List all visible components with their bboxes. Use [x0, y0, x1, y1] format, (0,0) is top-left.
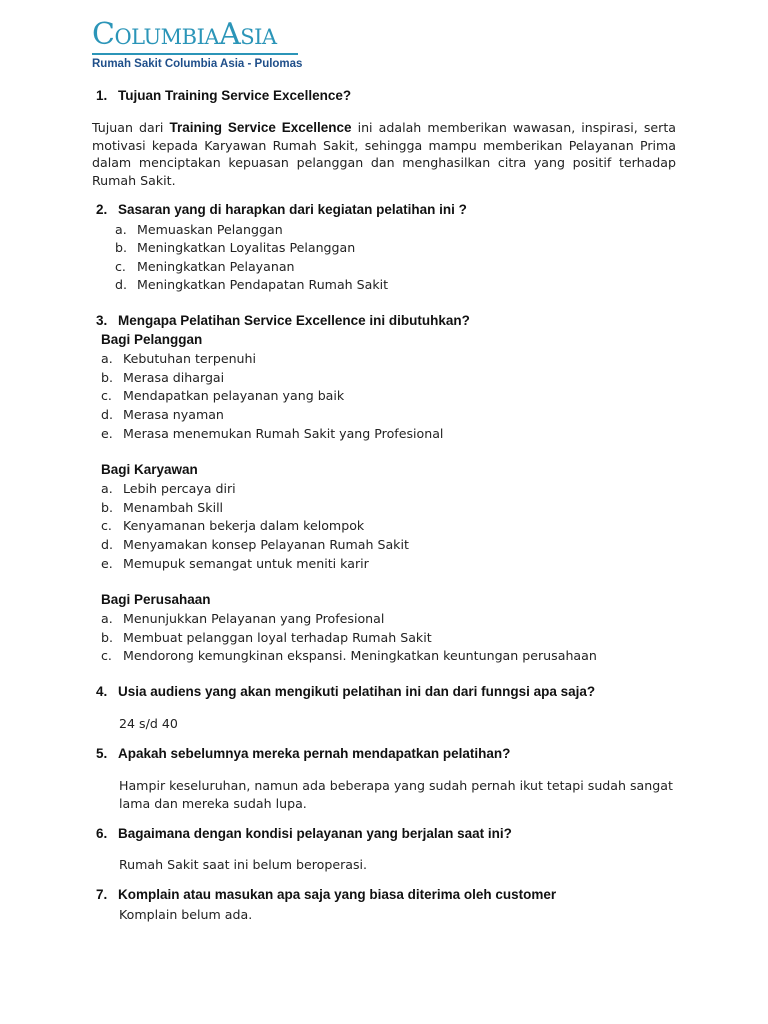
answer-5: Hampir keseluruhan, namun ada beberapa yang sudah pernah ikut tetapi sudah sangat lama dan mereka sudah lupa.	[119, 778, 673, 811]
question-1: 1. Tujuan Training Service Excellence?	[96, 88, 352, 103]
question-6: 6. Bagaimana dengan kondisi pelayanan yang berjalan saat ini?	[96, 826, 512, 841]
question-2: 2. Sasaran yang di harapkan dari kegiatan pelatihan ini ?	[96, 202, 467, 217]
list-item: c. Mendapatkan pelayanan yang baik	[101, 388, 345, 403]
columbia-asia-logo	[92, 17, 303, 70]
answer-6: Rumah Sakit saat ini belum beroperasi.	[119, 857, 368, 872]
list-item: a. Kebutuhan terpenuhi	[101, 351, 257, 366]
logo-subtitle: Rumah Sakit Columbia Asia - Pulomas	[92, 58, 303, 70]
answer-paragraph-1: Tujuan dari Training Service Excellence ini adalah memberikan wawasan, inspirasi, serta motivasi kepada Karyawan Rumah Sakit, sehingga mampu memberikan Pelayanan Prima dalam menciptakan kepuasan pelanggan dan menghasilkan citra yang positif terhadap Rumah Sakit.	[92, 120, 676, 188]
answer-7: Komplain belum ada.	[119, 907, 253, 922]
question-3: 3. Mengapa Pelatihan Service Excellence ini dibutuhkan?	[96, 313, 470, 328]
group-heading-pelanggan: Bagi Pelanggan	[101, 332, 203, 347]
logo-wordmark: COLUMBIAASIA	[92, 17, 277, 52]
list-item: c. Kenyamanan bekerja dalam kelompok	[101, 518, 365, 533]
logo-word-asia: A	[219, 17, 241, 52]
list-item: d. Merasa nyaman	[101, 407, 224, 422]
question-5: 5. Apakah sebelumnya mereka pernah mendapatkan pelatihan?	[96, 746, 511, 761]
question-4: 4. Usia audiens yang akan mengikuti pelatihan ini dan dari funngsi apa saja?	[96, 684, 596, 699]
answer-4: 24 s/d 40	[119, 716, 178, 731]
list-item: b. Merasa dihargai	[101, 370, 225, 385]
list-item: c. Meningkatkan Pelayanan	[115, 259, 295, 274]
logo-word-columbia: COLUMBIA	[92, 17, 220, 52]
logo-rule	[92, 53, 298, 55]
list-item: a. Memuaskan Pelanggan	[115, 222, 283, 237]
list-item: b. Meningkatkan Loyalitas Pelanggan	[115, 240, 356, 255]
list-item: b. Menambah Skill	[101, 500, 224, 515]
list-item: a. Lebih percaya diri	[101, 481, 236, 496]
list-item: d. Meningkatkan Pendapatan Rumah Sakit	[115, 277, 389, 292]
list-item: c. Mendorong kemungkinan ekspansi. Meningkatkan keuntungan perusahaan	[101, 648, 597, 663]
group-heading-karyawan: Bagi Karyawan	[101, 462, 198, 477]
group-heading-perusahaan: Bagi Perusahaan	[101, 592, 211, 607]
list-item: d. Menyamakan konsep Pelayanan Rumah Sakit	[101, 537, 409, 552]
list-item: a. Menunjukkan Pelayanan yang Profesional	[101, 611, 385, 626]
list-item: e. Merasa menemukan Rumah Sakit yang Profesional	[101, 426, 444, 441]
list-item: b. Membuat pelanggan loyal terhadap Rumah Sakit	[101, 630, 432, 645]
question-7: 7. Komplain atau masukan apa saja yang biasa diterima oleh customer	[96, 887, 557, 902]
list-item: e. Memupuk semangat untuk meniti karir	[101, 556, 369, 571]
